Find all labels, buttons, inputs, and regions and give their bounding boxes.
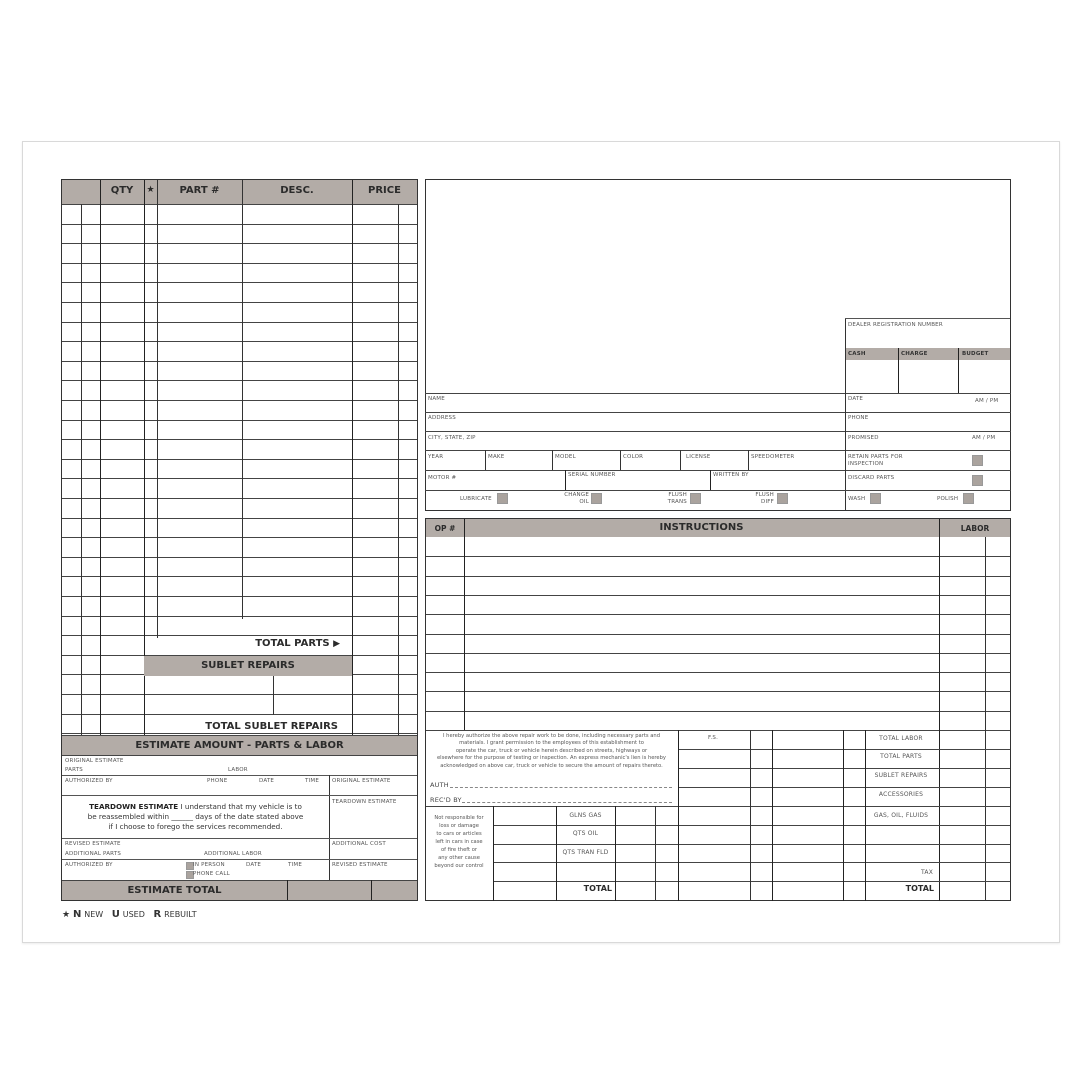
grid-line [426, 711, 1010, 712]
op-number-header: OP # [434, 524, 456, 533]
in-person-label: IN PERSON [193, 862, 225, 868]
header-qty: QTY [110, 185, 134, 196]
license-label: LICENSE [686, 454, 711, 460]
wash-checkbox[interactable] [870, 493, 881, 504]
grid-line [352, 180, 353, 736]
labor-label: LABOR [228, 767, 248, 773]
phone-label: PHONE [848, 415, 869, 421]
grid-line [426, 595, 1010, 596]
grid-line [426, 634, 1010, 635]
disclaimer-line5: of fire theft or [440, 847, 477, 853]
divider [425, 412, 1011, 413]
customer-box-border [425, 179, 1011, 511]
recd-by-label: REC'D BY [430, 796, 462, 804]
flush-trans-checkbox[interactable] [690, 493, 701, 504]
wash-label: WASH [848, 496, 866, 502]
flush-diff-checkbox[interactable] [777, 493, 788, 504]
auth-line2: materials. I grant permission to the employees of this establishment to [459, 740, 644, 747]
grid-line [678, 768, 1010, 769]
estimate-title: ESTIMATE AMOUNT - PARTS & LABOR [135, 740, 344, 751]
teardown-text [62, 802, 329, 832]
grid-line [985, 537, 986, 901]
authorization-text [428, 733, 675, 770]
grid-line [62, 380, 417, 381]
divider [62, 880, 417, 881]
divider [485, 450, 486, 470]
grid-line [678, 730, 679, 901]
divider [425, 470, 1011, 471]
change-oil-line1: CHANGE [564, 492, 589, 498]
total-sublet-repairs-label: TOTAL SUBLET REPAIRS [205, 721, 338, 732]
qts-oil-label: QTS OIL [572, 830, 599, 837]
divider [620, 450, 621, 470]
total-labor-label: TOTAL LABOR [879, 735, 923, 742]
grid-line [678, 844, 1010, 845]
qts-tran-fld-label: QTS TRAN FLD [562, 849, 609, 856]
grand-total-label: TOTAL [905, 884, 934, 893]
grid-line [750, 730, 751, 901]
grid-line [426, 730, 1010, 731]
divider [748, 450, 749, 470]
color-label: COLOR [623, 454, 644, 460]
grid-line [62, 420, 417, 421]
grid-line [100, 180, 101, 736]
tax-label: TAX [920, 869, 933, 876]
accessories-label: ACCESSORIES [878, 791, 924, 798]
grid-line [678, 787, 1010, 788]
grid-line [62, 498, 417, 499]
grid-line [426, 691, 1010, 692]
teardown-estimate-box-label: TEARDOWN ESTIMATE [332, 799, 397, 805]
grid-line [426, 672, 1010, 673]
legend-r: R [153, 909, 162, 920]
divider [845, 318, 1010, 319]
additional-labor-label: ADDITIONAL LABOR [204, 851, 262, 857]
header-desc: DESC. [280, 185, 314, 196]
grid-line [493, 862, 678, 863]
grid-line [62, 596, 417, 597]
grid-line [655, 806, 656, 901]
auth-line3: operate the car, truck or vehicle herein described on streets, highways or [455, 747, 648, 754]
auth-signature-line[interactable] [450, 787, 672, 788]
auth-line5: acknowledged on above car, truck or vehicle to secure the amount of repairs thereto. [440, 762, 663, 769]
charge-label: CHARGE [901, 351, 928, 357]
authorized-by-label: AUTHORIZED BY [65, 778, 113, 784]
disclaimer-line3: to cars or articles [436, 831, 482, 837]
model-label: MODEL [555, 454, 576, 460]
gas-oil-fluids-label: GAS, OIL, FLUIDS [873, 812, 929, 819]
discard-parts-label: DISCARD PARTS [848, 475, 895, 481]
labor-header: LABOR [960, 524, 990, 533]
total-parts-label: TOTAL PARTS ▶ [255, 638, 340, 649]
estimate-total-label: ESTIMATE TOTAL [127, 885, 222, 896]
grid-line [493, 844, 678, 845]
header-part-number: PART # [179, 185, 220, 196]
grid-line [843, 730, 844, 901]
auth-line1: I hereby authorize the above repair work to be done, including necessary parts and [442, 733, 661, 739]
grid-line [398, 204, 399, 736]
grid-line [426, 556, 1010, 557]
grid-line [62, 714, 417, 715]
grid-line [493, 806, 494, 901]
grid-line [62, 635, 417, 636]
flush-diff-line1: FLUSH [755, 492, 774, 498]
divider [710, 470, 711, 490]
parts-label: PARTS [65, 767, 83, 773]
divider [62, 775, 417, 776]
motor-label: MOTOR # [428, 475, 457, 481]
flush-diff-label [748, 492, 774, 505]
grid-line [772, 730, 773, 901]
grid-line [426, 576, 1010, 577]
serial-number-label: SERIAL NUMBER [568, 472, 616, 478]
phone-call-label: PHONE CALL [193, 871, 230, 877]
divider [371, 880, 372, 900]
promised-label: PROMISED [848, 435, 879, 441]
divider [62, 838, 417, 839]
grid-line [62, 459, 417, 460]
year-label: YEAR [428, 454, 444, 460]
teardown-line1: I understand that my vehicle is to [180, 802, 302, 811]
divider [425, 490, 1011, 491]
grid-line [678, 749, 1010, 750]
grid-line [678, 862, 1010, 863]
divider [329, 775, 330, 880]
header-star: ★ [146, 185, 155, 195]
flush-trans-line2: TRANS [667, 498, 687, 505]
grid-line [62, 302, 417, 303]
retain-line2: INSPECTION [848, 460, 884, 467]
make-label: MAKE [488, 454, 505, 460]
grid-line [426, 806, 678, 807]
divider [425, 393, 1011, 394]
grid-line [273, 676, 274, 715]
grid-line [62, 224, 417, 225]
retain-line1: RETAIN PARTS FOR [848, 454, 903, 460]
authorized-by-2-label: AUTHORIZED BY [65, 862, 113, 868]
flush-trans-label [660, 492, 687, 505]
sublet-repairs-label: SUBLET REPAIRS [874, 772, 928, 779]
divider [425, 431, 1011, 432]
grid-line [62, 282, 417, 283]
grid-line [493, 881, 678, 882]
sublet-repairs-label: SUBLET REPAIRS [201, 660, 295, 671]
grid-line [678, 881, 1010, 882]
legend-used: USED [122, 910, 145, 919]
speedometer-label: SPEEDOMETER [751, 454, 795, 460]
revised-estimate-box-label: REVISED ESTIMATE [332, 862, 388, 868]
date-2-label: DATE [246, 862, 262, 868]
disclaimer-text [426, 814, 492, 870]
auth-line4: elsewhere for the purpose of testing or inspection. An express mechanic's lien is hereby [436, 755, 666, 762]
parts-table-border [61, 179, 418, 901]
grid-line [242, 180, 243, 619]
grid-line [62, 616, 417, 617]
teardown-line2: be reassembled within ______ days of the date stated above [87, 812, 304, 821]
grid-line [157, 180, 158, 638]
grid-line [62, 204, 417, 205]
fluids-total-label: TOTAL [583, 884, 612, 893]
additional-cost-label: ADDITIONAL COST [332, 841, 386, 847]
grid-line [81, 204, 82, 736]
divider [552, 450, 553, 470]
grid-line [62, 537, 417, 538]
disclaimer-line1: Not responsible for [434, 815, 484, 821]
time-label: TIME [305, 778, 320, 784]
glns-gas-label: GLNS GAS [569, 812, 602, 819]
arrow-right-icon: ▶ [333, 639, 340, 649]
flush-diff-line2: DIFF [761, 498, 774, 505]
disclaimer-line4: left in cars in case [435, 839, 483, 845]
grid-line [62, 400, 417, 401]
grid-line [464, 519, 465, 730]
address-label: ADDRESS [428, 415, 456, 421]
grid-line [62, 694, 417, 695]
original-estimate-label: ORIGINAL ESTIMATE [65, 758, 124, 764]
grid-line [62, 341, 417, 342]
date-label: DATE [848, 396, 864, 402]
divider [62, 795, 417, 796]
grid-line [62, 518, 417, 519]
disclaimer-line2: loss or damage [439, 823, 479, 829]
recd-by-signature-line[interactable] [462, 802, 672, 803]
polish-checkbox[interactable] [963, 493, 974, 504]
star-icon: ★ [62, 910, 71, 920]
grid-line [493, 825, 678, 826]
additional-parts-label: ADDITIONAL PARTS [65, 851, 122, 857]
name-label: NAME [428, 396, 445, 402]
grid-line [62, 576, 417, 577]
legend-rebuilt: REBUILT [164, 910, 197, 919]
grid-line [62, 243, 417, 244]
divider [425, 450, 1011, 451]
change-oil-checkbox[interactable] [591, 493, 602, 504]
condition-legend [62, 909, 197, 920]
cash-input[interactable] [846, 348, 1010, 393]
retain-parts-checkbox[interactable] [972, 455, 983, 466]
grid-line [426, 614, 1010, 615]
change-oil-line2: OIL [579, 498, 589, 505]
cash-label: CASH [848, 351, 866, 357]
promised-ampm: AM / PM [972, 435, 996, 441]
divider [62, 755, 417, 756]
grid-line [62, 439, 417, 440]
revised-estimate-label: REVISED ESTIMATE [65, 841, 121, 847]
grid-line [62, 361, 417, 362]
teardown-line3: if I choose to forego the services recommended. [108, 822, 283, 831]
divider [845, 393, 846, 490]
auth-label: AUTH [430, 781, 449, 789]
retain-parts-label [848, 454, 903, 467]
instructions-title: INSTRUCTIONS [659, 522, 744, 533]
grid-line [62, 733, 417, 734]
teardown-title: TEARDOWN ESTIMATE [89, 802, 179, 811]
phone-label: PHONE [207, 778, 228, 784]
disclaimer-line6: any other cause [438, 855, 480, 861]
grid-line [678, 825, 1010, 826]
discard-parts-checkbox[interactable] [972, 475, 983, 486]
grid-line [62, 322, 417, 323]
date-ampm: AM / PM [975, 398, 999, 404]
lubricate-label: LUBRICATE [460, 496, 492, 502]
city-state-zip-label: CITY, STATE, ZIP [428, 435, 476, 441]
polish-label: POLISH [937, 496, 959, 502]
divider [680, 450, 681, 470]
budget-label: BUDGET [962, 351, 989, 357]
legend-u: U [111, 909, 120, 920]
grid-line [62, 557, 417, 558]
total-parts-label: TOTAL PARTS [880, 753, 922, 760]
divider [62, 859, 417, 860]
original-estimate-box-label: ORIGINAL ESTIMATE [332, 778, 391, 784]
grid-line [426, 653, 1010, 654]
time-2-label: TIME [288, 862, 303, 868]
change-oil-label [561, 492, 589, 505]
fs-label: F.S. [708, 735, 719, 741]
legend-new: NEW [84, 910, 104, 919]
date-label: DATE [259, 778, 275, 784]
divider [287, 880, 288, 900]
dealer-registration-label: DEALER REGISTRATION NUMBER [848, 322, 943, 328]
grid-line [678, 806, 1010, 807]
header-price: PRICE [368, 185, 401, 196]
grid-line [62, 478, 417, 479]
divider [62, 735, 417, 736]
grid-line [144, 180, 145, 736]
written-by-label: WRITTEN BY [713, 472, 749, 478]
disclaimer-line7: beyond our control [434, 863, 484, 869]
grid-line [615, 806, 616, 901]
grid-line [62, 263, 417, 264]
legend-n: N [72, 909, 82, 920]
flush-trans-line1: FLUSH [668, 492, 687, 498]
divider [565, 470, 566, 490]
lubricate-checkbox[interactable] [497, 493, 508, 504]
